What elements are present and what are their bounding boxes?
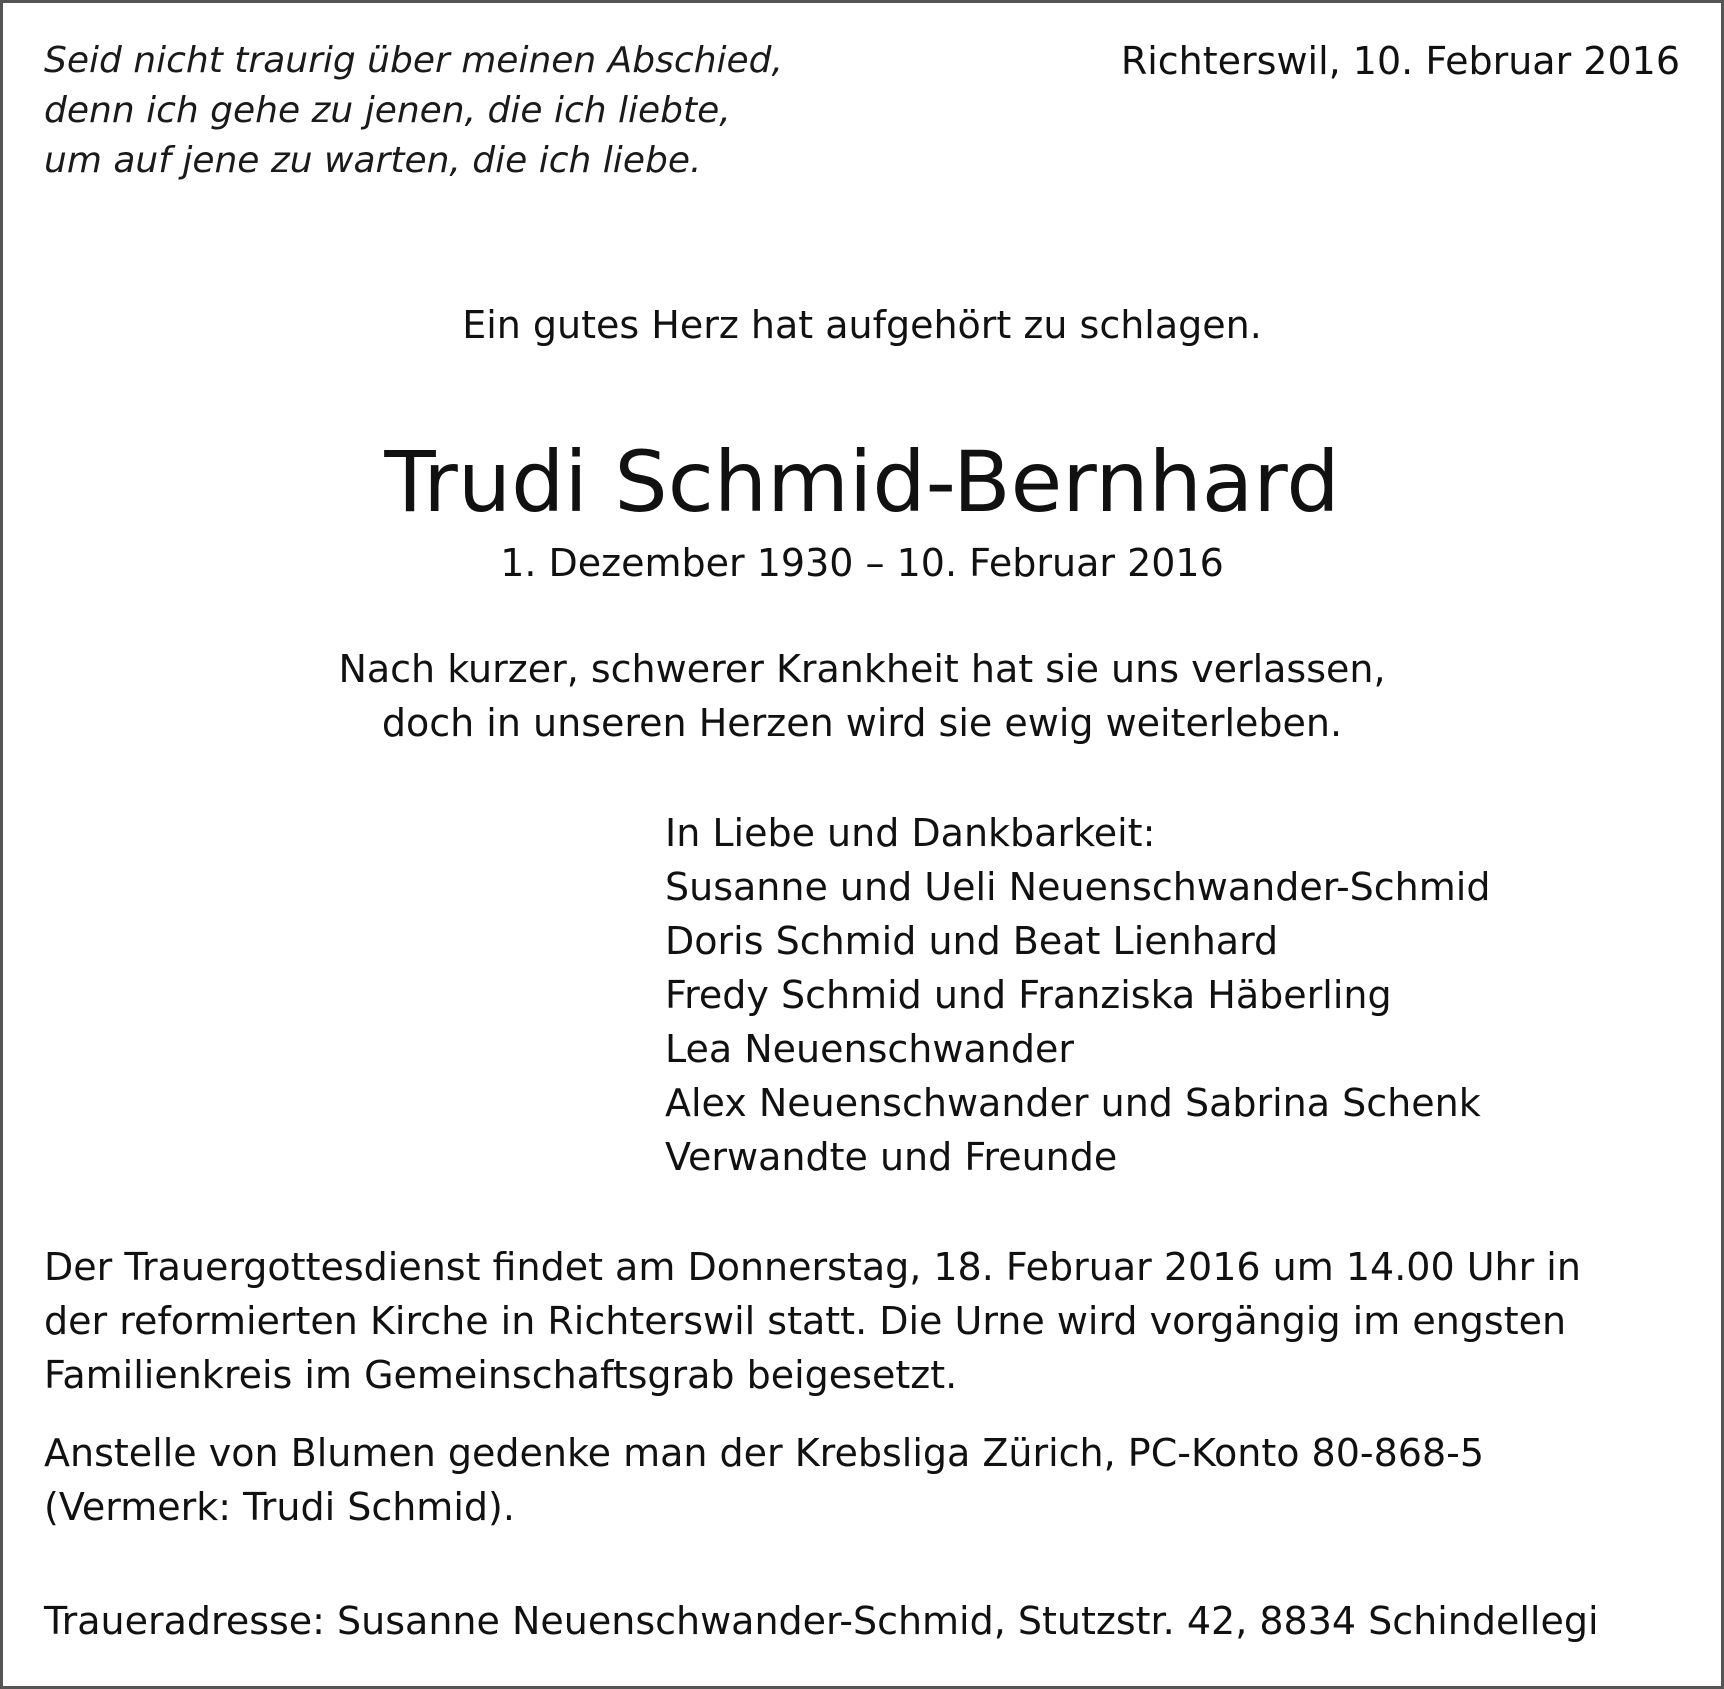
service-line: Der Trauergottesdienst findet am Donnerstag, 18. Februar 2016 um 14.00 Uhr in — [44, 1245, 1581, 1289]
place-date: Richterswil, 10. Februar 2016 — [1120, 39, 1680, 83]
motto-verse — [44, 36, 783, 186]
motto-line: denn ich gehe zu jenen, die ich liebte, — [44, 90, 731, 131]
mourners-heading: In Liebe und Dankbarkeit: — [665, 811, 1156, 855]
mourning-address: Traueradresse: Susanne Neuenschwander-Schmid, Stutzstr. 42, 8834 Schindellegi — [44, 1599, 1599, 1643]
mourner-name: Fredy Schmid und Franziska Häberling — [665, 973, 1392, 1017]
service-info — [44, 1240, 1581, 1402]
mourner-name: Susanne und Ueli Neuenschwander-Schmid — [665, 865, 1491, 909]
donation-info — [44, 1426, 1484, 1534]
donation-line: (Vermerk: Trudi Schmid). — [44, 1485, 515, 1529]
mourner-name: Alex Neuenschwander und Sabrina Schenk — [665, 1081, 1481, 1125]
service-line: der reformierten Kirche in Richterswil statt. Die Urne wird vorgängig im engsten — [44, 1299, 1567, 1343]
mourners-list — [665, 806, 1490, 1184]
donation-line: Anstelle von Blumen gedenke man der Krebsliga Zürich, PC-Konto 80-868-5 — [44, 1431, 1485, 1475]
mourner-name: Doris Schmid und Beat Lienhard — [665, 919, 1279, 963]
farewell-message — [0, 642, 1724, 750]
mourner-name: Verwandte und Freunde — [665, 1135, 1118, 1179]
motto-line: Seid nicht traurig über meinen Abschied, — [44, 40, 783, 81]
life-dates: 1. Dezember 1930 – 10. Februar 2016 — [500, 541, 1224, 585]
message-line: doch in unseren Herzen wird sie ewig weiterleben. — [381, 701, 1343, 745]
intro-text: Ein gutes Herz hat aufgehört zu schlagen. — [462, 303, 1262, 347]
deceased-name: Trudi Schmid-Bernhard — [384, 433, 1340, 531]
message-line: Nach kurzer, schwerer Krankheit hat sie uns verlassen, — [338, 647, 1386, 691]
motto-line: um auf jene zu warten, die ich liebe. — [44, 140, 702, 181]
service-line: Familienkreis im Gemeinschaftsgrab beigesetzt. — [44, 1353, 958, 1397]
mourner-name: Lea Neuenschwander — [665, 1027, 1074, 1071]
